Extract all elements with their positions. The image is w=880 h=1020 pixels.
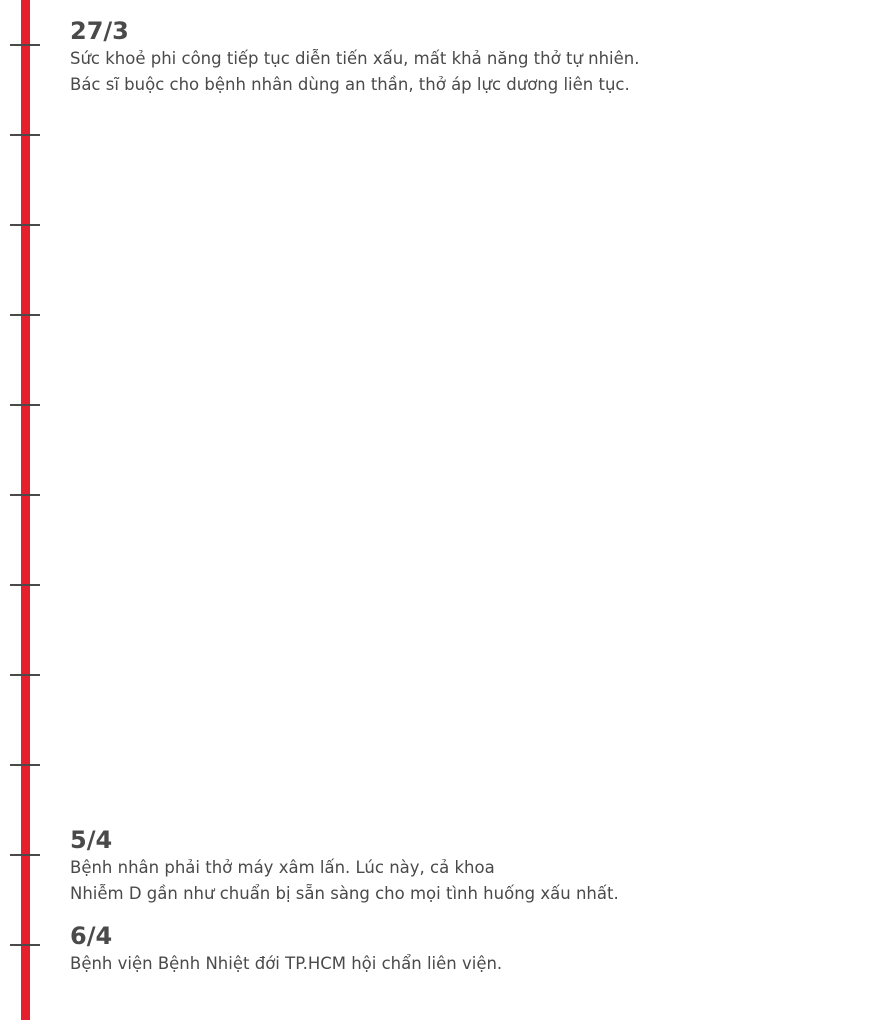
timeline-tick <box>10 44 40 46</box>
timeline-tick <box>10 494 40 496</box>
entry-text-line: Bệnh nhân phải thở máy xâm lấn. Lúc này, cả khoa <box>70 858 495 877</box>
entry-text-line: Nhiễm D gần như chuẩn bị sẵn sàng cho mọi tình huống xấu nhất. <box>70 884 619 903</box>
entry-date: 27/3 <box>70 17 129 45</box>
timeline-tick <box>10 224 40 226</box>
timeline-tick <box>10 854 40 856</box>
entry-date: 6/4 <box>70 922 113 950</box>
timeline-bar <box>21 0 30 1020</box>
timeline-entry-27-3 <box>70 16 850 98</box>
timeline-tick <box>10 404 40 406</box>
entry-text-line: Bác sĩ buộc cho bệnh nhân dùng an thần, thở áp lực dương liên tục. <box>70 75 630 94</box>
timeline-entry-6-4 <box>70 921 850 977</box>
timeline-tick <box>10 134 40 136</box>
timeline-entry-5-4 <box>70 825 850 907</box>
timeline-tick <box>10 944 40 946</box>
timeline-tick <box>10 314 40 316</box>
timeline-tick <box>10 764 40 766</box>
entry-text-line: Sức khoẻ phi công tiếp tục diễn tiến xấu, mất khả năng thở tự nhiên. <box>70 49 640 68</box>
entry-text-line: Bệnh viện Bệnh Nhiệt đới TP.HCM hội chẩn liên viện. <box>70 954 503 973</box>
timeline-tick <box>10 674 40 676</box>
timeline-tick <box>10 584 40 586</box>
entry-date: 5/4 <box>70 826 113 854</box>
